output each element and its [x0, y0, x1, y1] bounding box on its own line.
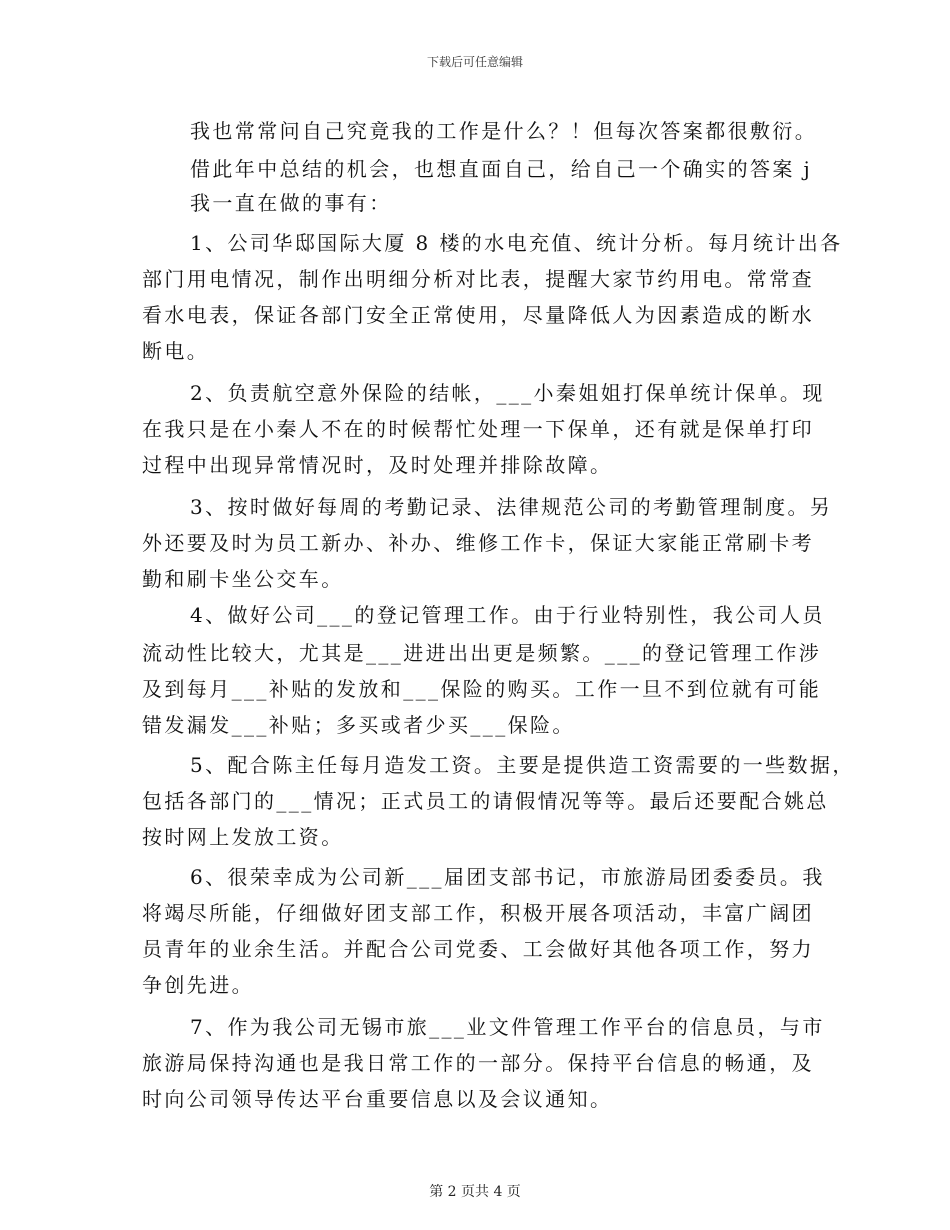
body-line: 勤和刷卡坐公交车。: [142, 567, 344, 591]
body-line: 在我只是在小秦人不在的时候帮忙处理一下保单，还有就是保单打印: [142, 417, 814, 441]
body-line: 错发漏发___补贴；多买或者少买___保险。: [142, 713, 575, 737]
body-line: 我一直在做的事有：: [190, 191, 392, 215]
body-line: 看水电表，保证各部门安全正常使用，尽量降低人为因素造成的断水: [142, 303, 814, 327]
body-line: 5、配合陈主任每月造发工资。主要是提供造工资需要的一些数据，: [190, 753, 855, 777]
body-line: 外还要及时为员工新办、补办、维修工作卡，保证大家能正常刷卡考: [142, 531, 814, 555]
body-line: 将竭尽所能，仔细做好团支部工作，积极开展各项活动，丰富广阔团: [142, 901, 814, 925]
body-line: 员青年的业余生活。并配合公司党委、工会做好其他各项工作，努力: [142, 937, 814, 961]
body-line: 1、公司华邸国际大厦 8 楼的水电充值、统计分析。每月统计出各: [190, 231, 843, 255]
body-line: 及到每月___补贴的发放和___保险的购买。工作一旦不到位就有可能: [142, 677, 822, 701]
page-footer: 第 2 页共 4 页: [429, 1184, 521, 1200]
page-header: 下载后可任意编辑: [426, 55, 523, 69]
body-line: 部门用电情况，制作出明细分析对比表，提醒大家节约用电。常常查: [142, 267, 814, 291]
body-line: 我也常常问自己究竟我的工作是什么？！但每次答案都很敷衍。: [190, 119, 818, 143]
body-line: 3、按时做好每周的考勤记录、法律规范公司的考勤管理制度。另: [190, 495, 833, 519]
body-line: 7、作为我公司无锡市旅___业文件管理工作平台的信息员，与市: [190, 1015, 825, 1039]
body-line: 旅游局保持沟通也是我日常工作的一部分。保持平台信息的畅通，及: [142, 1051, 814, 1075]
body-line: 4、做好公司___的登记管理工作。由于行业特别性，我公司人员: [190, 603, 825, 627]
body-line: 按时网上发放工资。: [142, 825, 344, 849]
body-line: 包括各部门的___情况；正式员工的请假情况等等。最后还要配合姚总: [142, 789, 829, 813]
body-line: 6、很荣幸成为公司新___届团支部书记，市旅游局团委委员。我: [190, 865, 825, 889]
body-line: 过程中出现异常情况时，及时处理并排除故障。: [142, 453, 613, 477]
body-line: 借此年中总结的机会，也想直面自己，给自己一个确实的答案 j: [190, 157, 813, 181]
body-line: 时向公司领导传达平台重要信息以及会议通知。: [142, 1087, 613, 1111]
body-line: 断电。: [142, 339, 210, 363]
body-line: 流动性比较大，尤其是___进进出出更是频繁。___的登记管理工作涉: [142, 641, 822, 665]
body-line: 2、负责航空意外保险的结帐，___小秦姐姐打保单统计保单。现: [190, 381, 825, 405]
body-line: 争创先进。: [142, 973, 254, 997]
